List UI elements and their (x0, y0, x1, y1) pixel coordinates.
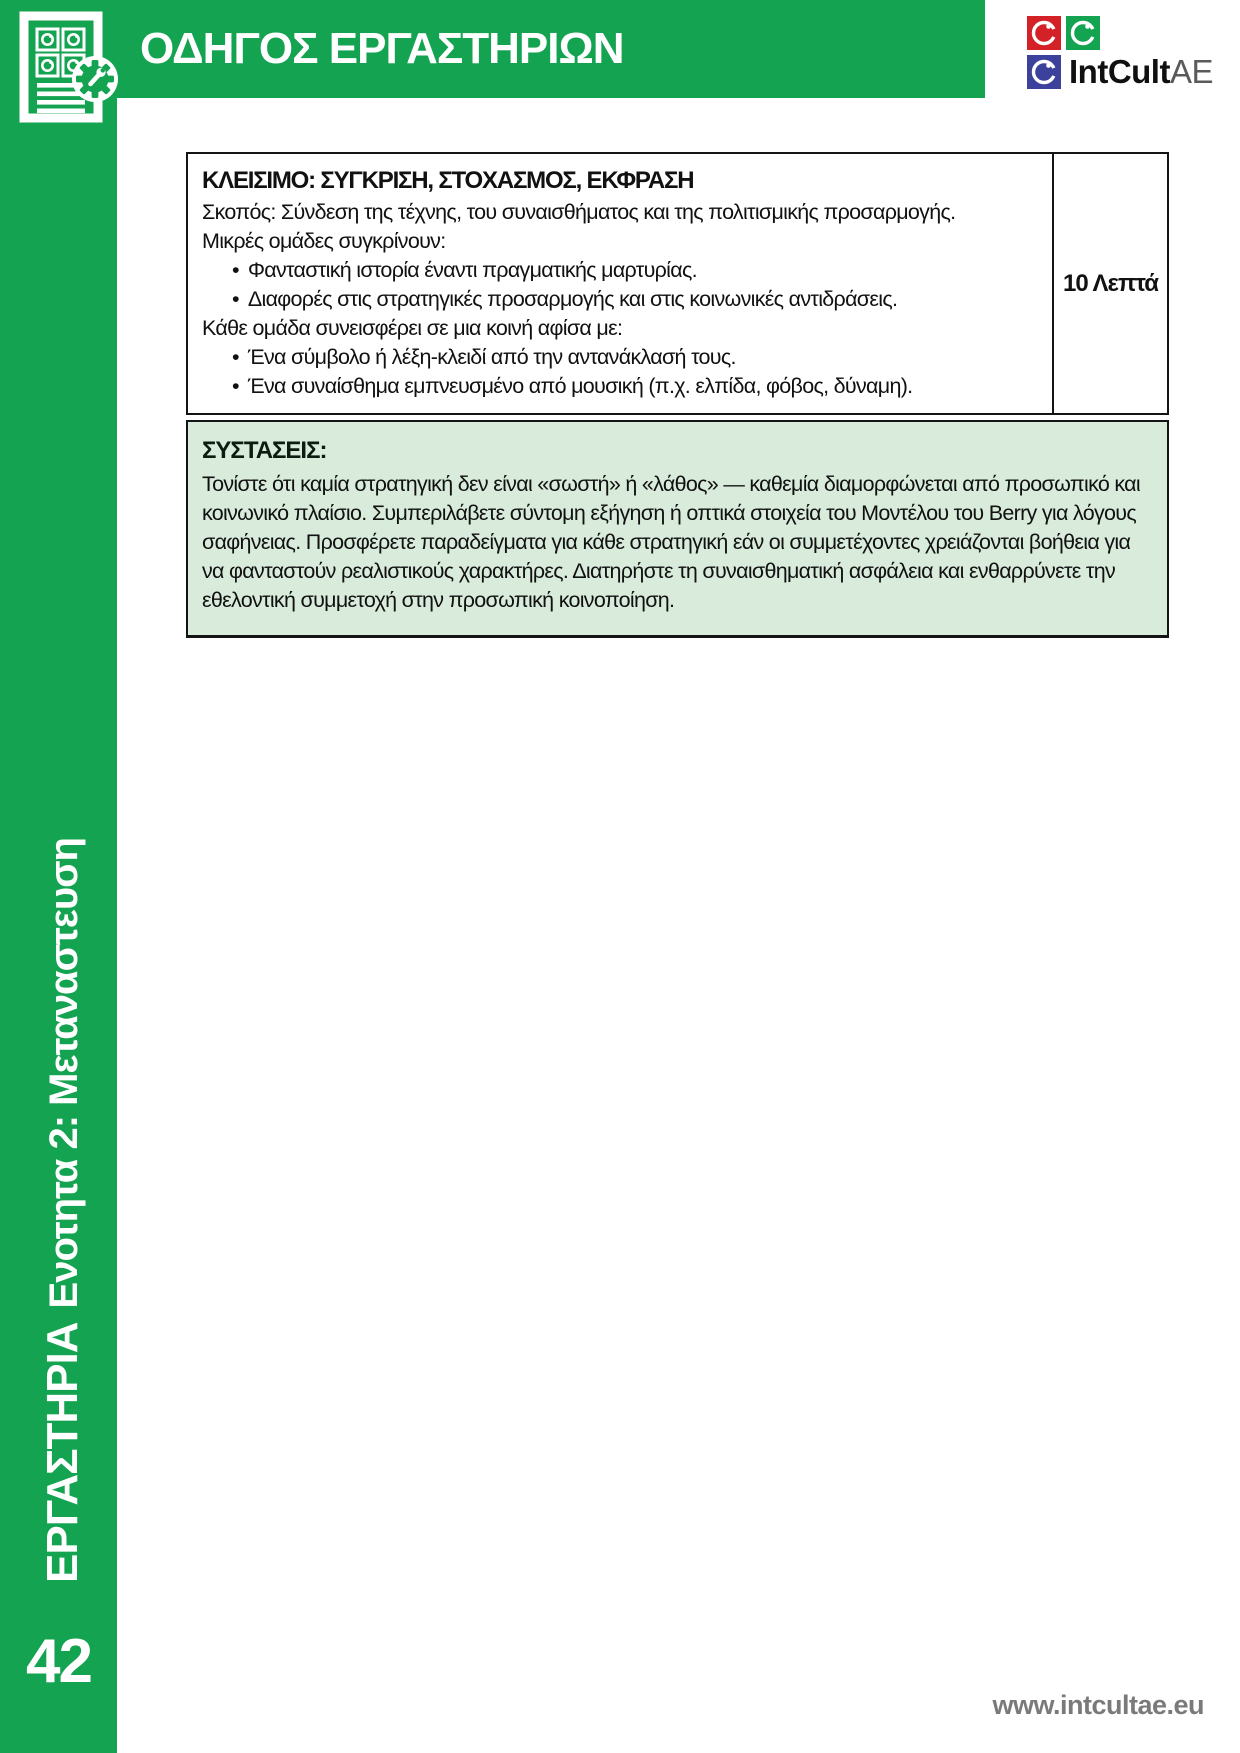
bullet-dot: • (232, 287, 239, 311)
logo-wordmark (1069, 55, 1213, 89)
sidebar-vertical-label (35, 838, 101, 1583)
activity-table (186, 152, 1169, 415)
face-icon-green (1066, 16, 1100, 50)
activity-lines (202, 198, 1036, 401)
activity-bullet-line: • Ένα συναίσθημα εμπνευσμένο από μουσική (π.χ. ελπίδα, φόβος, δύναμη). (232, 374, 913, 398)
bullet-dot: • (232, 258, 239, 282)
activity-bullet-line: • Φανταστική ιστορία έναντι πραγματικής μαρτυρίας. (232, 258, 697, 282)
page-number: 42 (26, 1627, 91, 1696)
duration-badge: 10 Λεπτά (1062, 269, 1159, 297)
recommendations-body: Τονίστε ότι καμία στρατηγική δεν είναι «σωστή» ή «λάθος» — καθεμία διαμορφώνεται από προσωπικό και κοινωνικό πλαίσιο. Συμπεριλάβετε σύντομη εξήγηση ή οπτικά στοιχεία του Μοντέλου του Berry για λόγους σαφήνειας. Προσφέρετε παραδείγματα για κάθε στρατηγική εάν οι συμμετέχοντες χρειάζονται βοήθεια για να φανταστούν ρεαλιστικούς χαρακτήρες. Διατηρήστε τη συναισθηματική ασφάλεια και ενθαρρύνετε την εθελοντική συμμετοχή στην προσωπική κοινοποίηση. (202, 472, 1140, 612)
face-icon-red (1027, 16, 1061, 50)
activity-line: Σκοπός: Σύνδεση της τέχνης, του συναισθήματος και της πολιτισμικής προσαρμογής. (202, 200, 956, 224)
activity-title: ΚΛΕΙΣΙΜΟ: ΣΥΓΚΡΙΣΗ, ΣΤΟΧΑΣΜΟΣ, ΕΚΦΡΑΣΗ (202, 167, 694, 194)
intcultae-logo (1027, 16, 1213, 94)
activity-bullet-line: • Ένα σύμβολο ή λέξη-κλειδί από την αντανάκλασή τους. (232, 345, 736, 369)
sidebar-unit-label: Ενοτητα 2: Μεταναστευση (42, 838, 86, 1309)
logo-text-light: AE (1169, 53, 1213, 90)
logo-text-bold: IntCult (1069, 53, 1170, 90)
logo-row-top (1027, 16, 1213, 50)
activity-description-cell (188, 154, 1052, 413)
face-icon-blue (1027, 55, 1061, 89)
activity-bullet-line: • Διαφορές στις στρατηγικές προσαρμογής και στις κοινωνικές αντιδράσεις. (232, 287, 898, 311)
sidebar (0, 0, 117, 1753)
bullet-dot: • (232, 374, 239, 398)
sidebar-workshop-label: ΕΡΓΑΣΤΗΡΙΑ (38, 1322, 87, 1583)
activity-line: Μικρές ομάδες συγκρίνουν: (202, 229, 446, 253)
activity-line: Κάθε ομάδα συνεισφέρει σε μια κοινή αφίσα με: (202, 316, 623, 340)
website-link[interactable]: www.intcultae.eu (992, 1690, 1204, 1720)
recommendations-heading: ΣΥΣΤΑΣΕΙΣ: (202, 437, 327, 464)
logo-row-bottom (1027, 55, 1213, 89)
workshop-guide-icon (8, 8, 120, 128)
page-title: ΟΔΗΓΟΣ ΕΡΓΑΣΤΗΡΙΩΝ (140, 24, 624, 73)
bullet-dot: • (232, 345, 239, 369)
main-content (186, 152, 1169, 638)
activity-duration-cell (1052, 154, 1167, 413)
recommendations-box (186, 420, 1169, 638)
